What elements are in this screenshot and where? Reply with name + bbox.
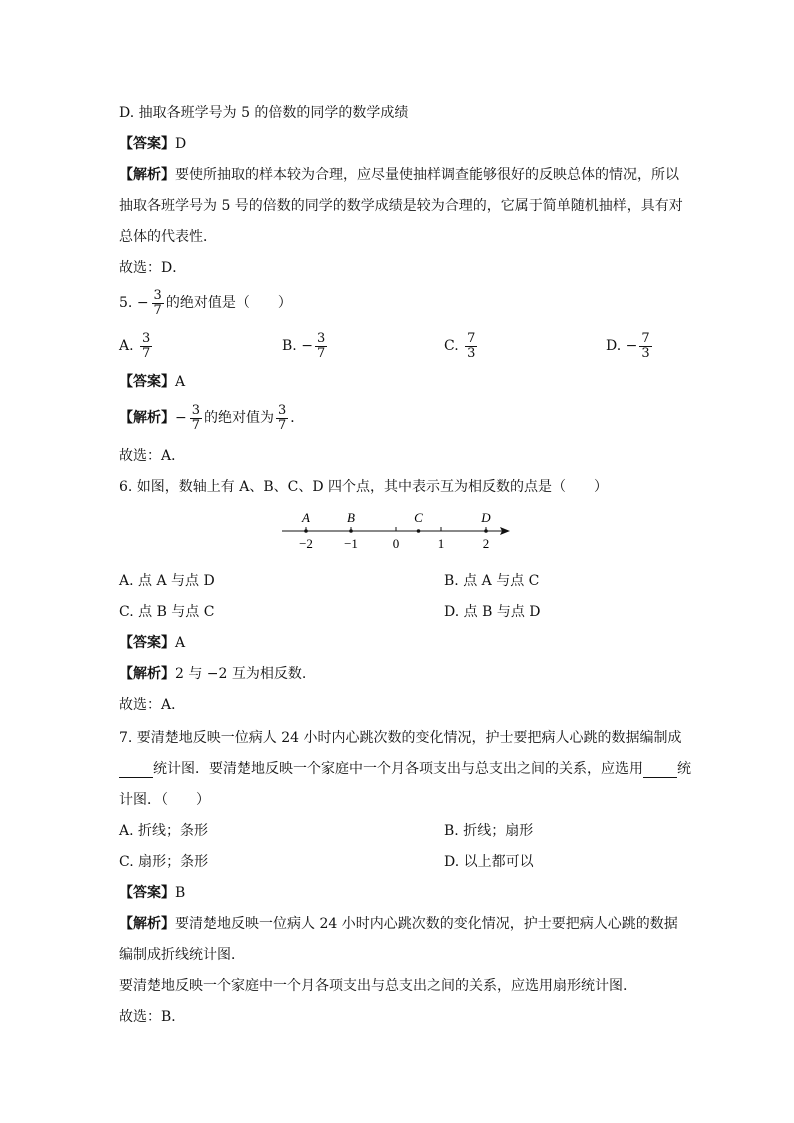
tick-label-4: 2 <box>482 536 490 551</box>
q6-option-c: C. 点 B 与点 C <box>119 604 215 620</box>
q7-analysis-line-2: 编制成折线统计图． <box>119 947 245 963</box>
q5-analysis: 【解析】− $\frac{3}{7}$ 的绝对值为 $\frac{3}{7}$ ． <box>119 402 305 433</box>
q7-option-b: B. 折线；扇形 <box>444 823 534 839</box>
q4-analysis-line-3: 总体的代表性． <box>119 229 217 245</box>
q7-option-a: A. 折线；条形 <box>119 823 209 839</box>
q7-answer <box>119 884 185 902</box>
q5-answer <box>119 373 185 391</box>
q5-stem-text: 的绝对值是（ ） <box>165 295 292 311</box>
analysis-tag: 【解析】 <box>119 410 175 426</box>
q6-answer <box>119 634 185 652</box>
q7-choice: 故选：B． <box>119 1009 186 1025</box>
q5-option-b: B. − $\frac{3}{7}$ <box>282 330 326 361</box>
tick-label-1: −1 <box>344 536 358 551</box>
q5-stem: 5. − $\frac{3}{7}$ 的绝对值是（ ） <box>119 287 292 318</box>
q7-stem-line-1: 7. 要清楚地反映一位病人 24 小时内心跳次数的变化情况，护士要把病人心跳的数据编制成 <box>119 730 682 746</box>
analysis-tag: 【解析】 <box>119 916 175 932</box>
q5-option-d: D. − $\frac{7}{3}$ <box>606 330 650 361</box>
q6-stem: 6. 如图，数轴上有 A、B、C、D 四个点，其中表示互为相反数的点是（ ） <box>119 479 609 495</box>
q4-option-d: D. 抽取各班学号为 5 的倍数的同学的数学成绩 <box>119 105 409 121</box>
q5-option-c: C. $\frac{7}{3}$ <box>444 330 476 361</box>
answer-tag: 【答案】 <box>119 374 175 390</box>
q6-option-d: D. 点 B 与点 D <box>444 604 541 620</box>
answer-value: D <box>175 136 187 152</box>
q7-stem-line-3: 计图．（ ） <box>119 792 210 808</box>
q4-answer <box>119 135 186 153</box>
point-label-c: C <box>414 510 423 525</box>
point-d <box>484 529 488 533</box>
fill-blank <box>119 763 153 778</box>
point-b <box>349 529 353 533</box>
answer-tag: 【答案】 <box>119 136 175 152</box>
number-line-figure <box>270 505 530 557</box>
question-number: 5. <box>119 295 133 311</box>
q6-option-a: A. 点 A 与点 D <box>119 573 215 589</box>
q6-option-b: B. 点 A 与点 C <box>444 573 540 589</box>
q7-option-c: C. 扇形；条形 <box>119 854 209 870</box>
tick-label-0: −2 <box>299 536 313 551</box>
point-label-a: A <box>302 510 310 525</box>
answer-tag: 【答案】 <box>119 885 175 901</box>
point-c <box>417 529 421 533</box>
analysis-tag: 【解析】 <box>119 666 175 682</box>
q7-option-d: D. 以上都可以 <box>444 854 534 870</box>
q4-analysis-line-1 <box>119 166 679 184</box>
point-a <box>304 529 308 533</box>
analysis-tag: 【解析】 <box>119 167 175 183</box>
point-label-b: B <box>347 510 355 525</box>
answer-tag: 【答案】 <box>119 635 175 651</box>
q6-analysis: 【解析】2 与 −2 互为相反数. <box>119 666 307 682</box>
answer-value: B <box>175 885 186 901</box>
q7-stem-line-2: 统计图．要清楚地反映一个家庭中一个月各项支出与总支出之间的关系，应选用 统 <box>119 760 691 778</box>
answer-value: A <box>175 635 186 651</box>
q5-option-a: A. $\frac{3}{7}$ <box>119 330 151 361</box>
q7-analysis-line-3: 要清楚地反映一个家庭中一个月各项支出与总支出之间的关系，应选用扇形统计图. <box>119 978 628 994</box>
tick-label-2: 0 <box>392 536 400 551</box>
analysis-text: 要使所抽取的样本较为合理，应尽量使抽样调查能够很好的反映总体的情况，所以 <box>175 167 679 183</box>
answer-value: A <box>175 374 186 390</box>
q5-choice: 故选：A． <box>119 448 186 464</box>
tick-label-3: 1 <box>437 536 445 551</box>
point-label-d: D <box>481 510 491 525</box>
q4-choice: 故选：D． <box>119 260 187 276</box>
fill-blank <box>643 763 677 778</box>
q4-analysis-line-2: 抽取各班学号为 5 号的倍数的同学的数学成绩是较为合理的，它属于简单随机抽样，具有对 <box>119 198 683 214</box>
q6-choice: 故选：A． <box>119 697 186 713</box>
fraction: $\frac{3}{7}$ <box>153 287 162 318</box>
q7-analysis-line-1: 【解析】要清楚地反映一位病人 24 小时内心跳次数的变化情况，护士要把病人心跳的数据 <box>119 916 678 932</box>
